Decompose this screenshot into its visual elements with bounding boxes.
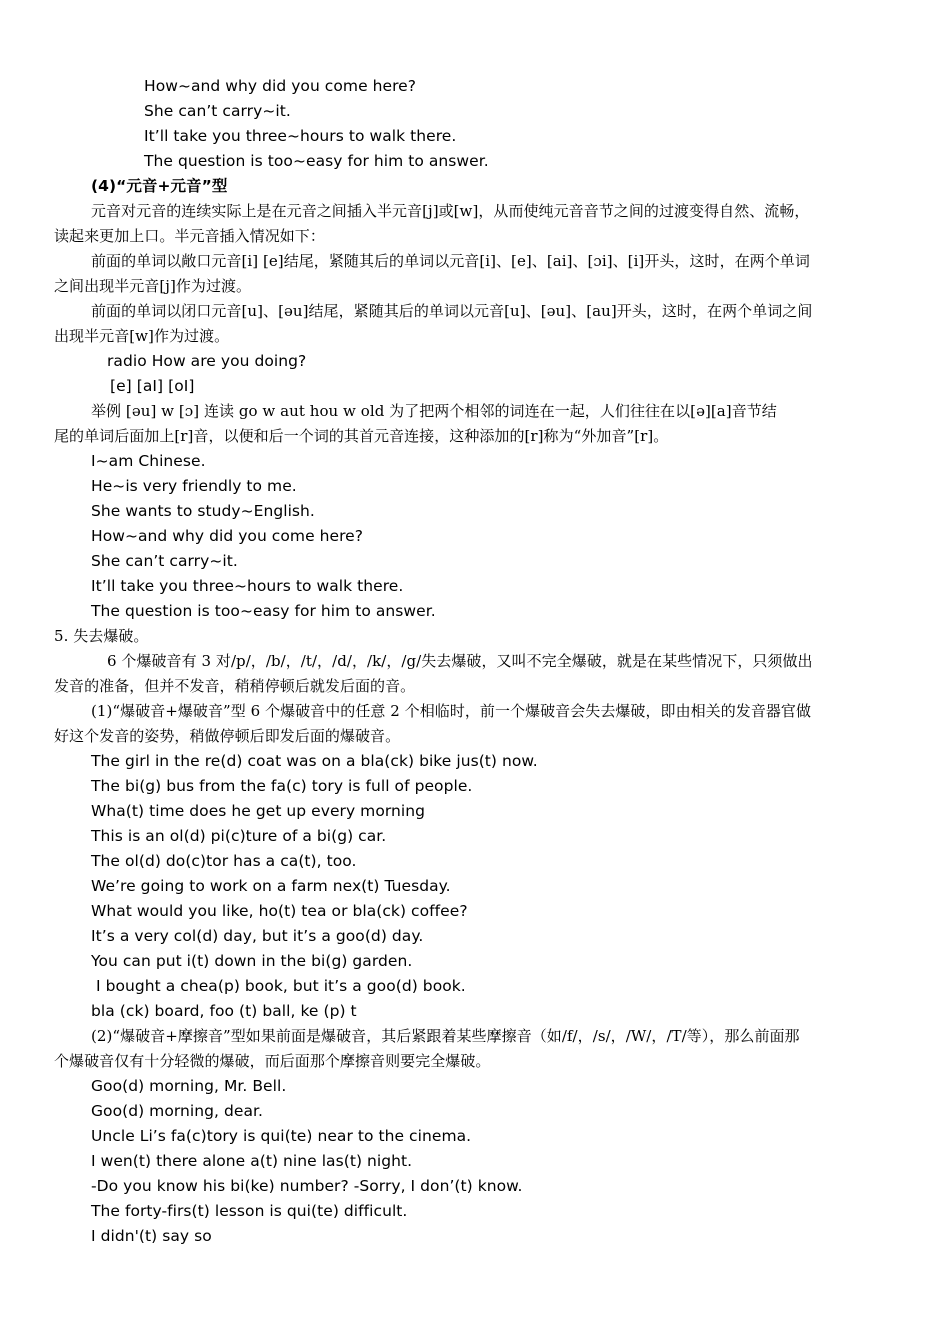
paragraph-line: 6 个爆破音有 3 对/p/，/b/，/t/，/d/，/k/，/g/失去爆破，又叫不完全爆破，就是在某些情况下，只须做出 (107, 652, 813, 670)
example-sentence: The bi(g) bus from the fa(c) tory is full of people. (91, 777, 473, 795)
example-sentence: The question is too~easy for him to answer. (144, 152, 489, 170)
example-sentence: Goo(d) morning, dear. (91, 1102, 263, 1120)
paragraph-line: 读起来更加上口。半元音插入情况如下： (54, 227, 325, 245)
example-sentence: Goo(d) morning, Mr. Bell. (91, 1077, 287, 1095)
example-sentence: It’s a very col(d) day, but it’s a goo(d) day. (91, 927, 424, 945)
section-heading: 5. 失去爆破。 (54, 627, 149, 645)
example-sentence: She can’t carry~it. (91, 552, 238, 570)
example-sentence: The girl in the re(d) coat was on a bla(ck) bike jus(t) now. (91, 752, 538, 770)
example-sentence: We’re going to work on a farm nex(t) Tuesday. (91, 877, 451, 895)
example-sentence: The ol(d) do(c)tor has a ca(t), too. (91, 852, 357, 870)
example-sentence: The forty-firs(t) lesson is qui(te) difficult. (91, 1202, 408, 1220)
example-sentence: I~am Chinese. (91, 452, 206, 470)
example-sentence: -Do you know his bi(ke) number? -Sorry, I don’(t) know. (91, 1177, 523, 1195)
paragraph-line: 出现半元音[w]作为过渡。 (54, 327, 230, 345)
paragraph-line: (1)“爆破音+爆破音”型 6 个爆破音中的任意 2 个相临时，前一个爆破音会失去爆破，即由相关的发音器官做 (91, 702, 812, 720)
example-sentence: It’ll take you three~hours to walk there. (91, 577, 404, 595)
phonetic-example: [e] [aI] [oI] (110, 377, 195, 395)
example-sentence: It’ll take you three~hours to walk there. (144, 127, 457, 145)
example-sentence: radio How are you doing? (107, 352, 307, 370)
paragraph-line: 元音对元音的连续实际上是在元音之间插入半元音[j]或[w]，从而使纯元音音节之间的过渡变得自然、流畅， (91, 202, 810, 220)
section-heading: (4)“元音+元音”型 (91, 177, 228, 195)
example-sentence: bla (ck) board, foo (t) ball, ke (p) t (91, 1002, 357, 1020)
example-sentence: He~is very friendly to me. (91, 477, 297, 495)
paragraph-line: 发音的准备，但并不发音，稍稍停顿后就发后面的音。 (54, 677, 416, 695)
example-sentence: This is an ol(d) pi(c)ture of a bi(g) car. (91, 827, 387, 845)
paragraph-line: 前面的单词以闭口元音[u]、[əu]结尾，紧随其后的单词以元音[u]、[əu]、[au]开头，这时，在两个单词之间 (91, 302, 813, 320)
paragraph-line: 前面的单词以敞口元音[i] [e]结尾，紧随其后的单词以元音[i]、[e]、[ai]、[ɔi]、[i]开头，这时，在两个单词 (91, 252, 810, 270)
paragraph-line: 个爆破音仅有十分轻微的爆破，而后面那个摩擦音则要完全爆破。 (54, 1052, 491, 1070)
example-sentence: She wants to study~English. (91, 502, 315, 520)
example-sentence: How~and why did you come here? (144, 77, 417, 95)
example-sentence: Uncle Li’s fa(c)tory is qui(te) near to the cinema. (91, 1127, 472, 1145)
example-sentence: You can put i(t) down in the bi(g) garden. (91, 952, 413, 970)
example-sentence: I didn'(t) say so (91, 1227, 212, 1245)
paragraph-line: 举例 [əu] w [ɔ] 连读 go w aut hou w old 为了把两个相邻的词连在一起，人们往往在以[ə][a]音节结 (91, 402, 777, 420)
example-sentence: Wha(t) time does he get up every morning (91, 802, 426, 820)
paragraph-line: 尾的单词后面加上[r]音，以便和后一个词的其首元音连接，这种添加的[r]称为“外加音”[r]。 (54, 427, 669, 445)
example-sentence: What would you like, ho(t) tea or bla(ck) coffee? (91, 902, 468, 920)
example-sentence: How~and why did you come here? (91, 527, 364, 545)
paragraph-line: (2)“爆破音+摩擦音”型如果前面是爆破音，其后紧跟着某些摩擦音（如/f/，/s/，/W/，/T/等），那么前面那 (91, 1027, 800, 1045)
example-sentence: I bought a chea(p) book, but it’s a goo(d) book. (91, 977, 466, 995)
paragraph-line: 好这个发音的姿势，稍做停顿后即发后面的爆破音。 (54, 727, 401, 745)
example-sentence: The question is too~easy for him to answer. (91, 602, 436, 620)
example-sentence: She can’t carry~it. (144, 102, 291, 120)
example-sentence: I wen(t) there alone a(t) nine las(t) night. (91, 1152, 413, 1170)
paragraph-line: 之间出现半元音[j]作为过渡。 (54, 277, 252, 295)
